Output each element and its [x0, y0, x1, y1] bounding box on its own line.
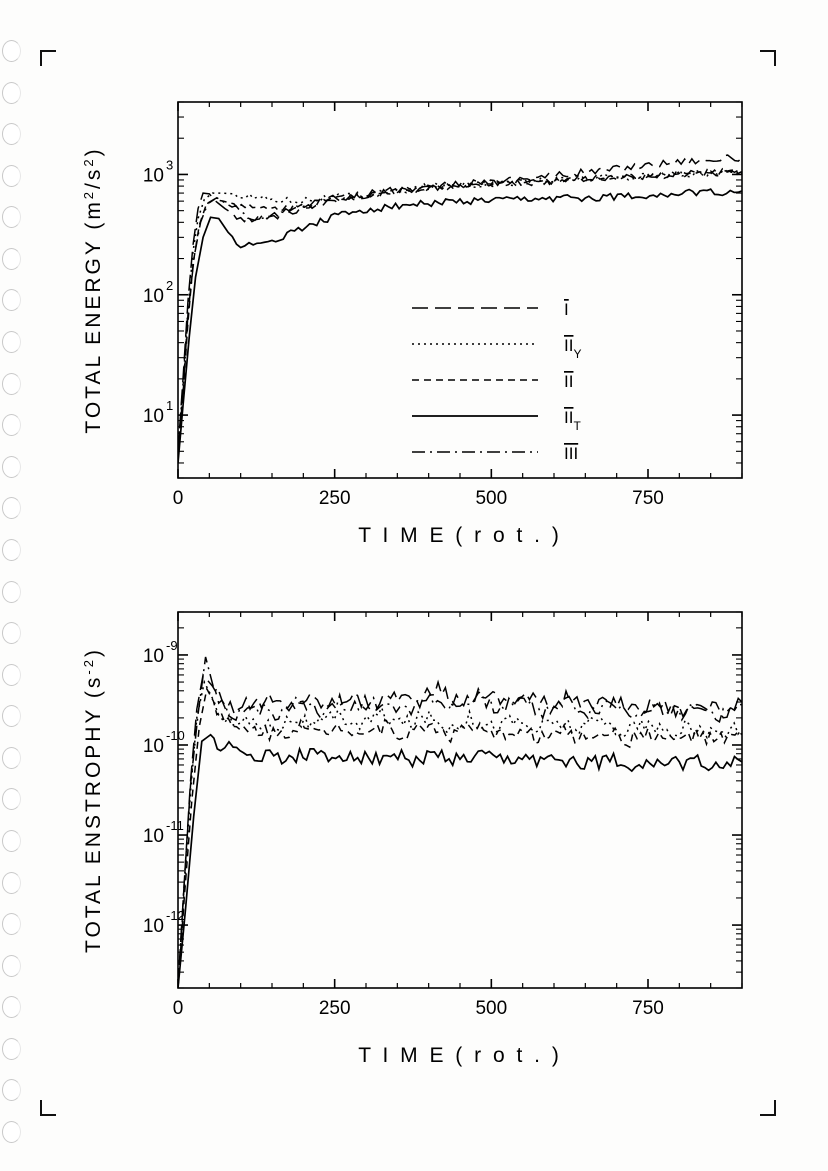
binding-hole [2, 82, 21, 104]
svg-text:3: 3 [166, 157, 174, 173]
binding-hole [2, 456, 21, 478]
svg-text:I: I [564, 300, 569, 319]
series-line-I [178, 675, 742, 988]
svg-text:-9: -9 [166, 637, 178, 653]
binding-hole [2, 622, 21, 644]
legend-label-III [564, 444, 578, 463]
svg-text:-10: -10 [166, 727, 185, 743]
x-tick-label: 250 [318, 998, 351, 1019]
svg-text:TOTAL ENERGY (m2/s2): TOTAL ENERGY $(m^2/s^2)$ [80, 146, 105, 434]
binding-hole [2, 248, 21, 270]
svg-text:TOTAL ENSTROPHY (s-2): TOTAL ENSTROPHY $(s^{-2})$ [80, 647, 105, 953]
svg-text:III: III [564, 444, 579, 463]
svg-text:10: 10 [142, 285, 164, 307]
series-line-IIY [178, 170, 742, 452]
binding-hole [2, 414, 21, 436]
binding-hole [2, 539, 21, 561]
y-tick-label [143, 638, 178, 667]
binding-hole [2, 747, 21, 769]
binding-hole [2, 497, 21, 519]
binding-hole [2, 872, 21, 894]
x-axis-label: T I M E ( r o t . ) [358, 524, 562, 547]
svg-text:10: 10 [142, 826, 164, 848]
binding-hole [2, 996, 21, 1018]
y-tick-label [143, 157, 173, 186]
binding-hole [2, 664, 21, 686]
binding-hole [2, 1079, 21, 1101]
x-tick-label: 0 [172, 488, 184, 509]
series-line-II [178, 169, 742, 452]
legend-label-I [564, 300, 569, 319]
spiral-binding [0, 0, 30, 1171]
binding-hole [2, 165, 21, 187]
svg-text:10: 10 [142, 645, 164, 667]
binding-hole [2, 40, 21, 62]
svg-text:10: 10 [142, 916, 164, 938]
binding-hole [2, 289, 21, 311]
svg-text:2: 2 [166, 277, 174, 293]
series-line-IIT [178, 189, 742, 463]
crop-mark-top-right [760, 50, 776, 66]
binding-hole [2, 1038, 21, 1060]
series-line-IIT [178, 735, 742, 988]
binding-hole [2, 788, 21, 810]
binding-hole [2, 123, 21, 145]
binding-hole [2, 830, 21, 852]
y-tick-label [143, 278, 173, 307]
plot-frame [178, 612, 742, 988]
crop-mark-top-left [40, 50, 56, 66]
x-tick-label: 500 [475, 998, 508, 1019]
y-tick-label [143, 398, 173, 427]
x-axis-label: T I M E ( r o t . ) [358, 1044, 562, 1067]
plot-frame [178, 102, 742, 478]
binding-hole [2, 581, 21, 603]
x-tick-label: 0 [172, 998, 184, 1019]
svg-text:IIY: $II_Y$ [564, 336, 582, 361]
x-tick-label: 750 [632, 488, 664, 509]
series-line-II [178, 689, 742, 988]
y-axis-label [81, 647, 106, 953]
x-tick-label: 250 [318, 488, 351, 509]
svg-text:II: II [564, 372, 574, 391]
binding-hole [2, 1121, 21, 1143]
svg-text:10: 10 [142, 406, 164, 428]
figure-total-enstrophy [60, 590, 760, 1070]
x-tick-label: 750 [632, 998, 664, 1019]
binding-hole [2, 705, 21, 727]
binding-hole [2, 913, 21, 935]
svg-text:-12: -12 [166, 908, 185, 924]
legend-label-II [564, 372, 573, 391]
y-axis-label [81, 146, 106, 433]
series-line-III [178, 657, 742, 988]
crop-mark-bottom-left [40, 1100, 56, 1116]
svg-text:1: 1 [166, 398, 174, 414]
binding-hole [2, 206, 21, 228]
x-tick-label: 500 [475, 488, 508, 509]
series-line-III [178, 169, 742, 451]
crop-mark-bottom-right [760, 1100, 776, 1116]
series-line-IIY [178, 682, 742, 988]
legend-label-IIY [564, 336, 581, 361]
legend-label-IIT [564, 408, 581, 433]
binding-hole [2, 373, 21, 395]
legend [412, 300, 581, 463]
svg-text:-11: -11 [166, 818, 184, 834]
binding-hole [2, 955, 21, 977]
figure-total-energy [60, 80, 760, 550]
svg-text:IIT: $II_T$ [564, 408, 581, 433]
svg-text:10: 10 [142, 165, 164, 187]
svg-text:10: 10 [142, 735, 164, 757]
binding-hole [2, 331, 21, 353]
